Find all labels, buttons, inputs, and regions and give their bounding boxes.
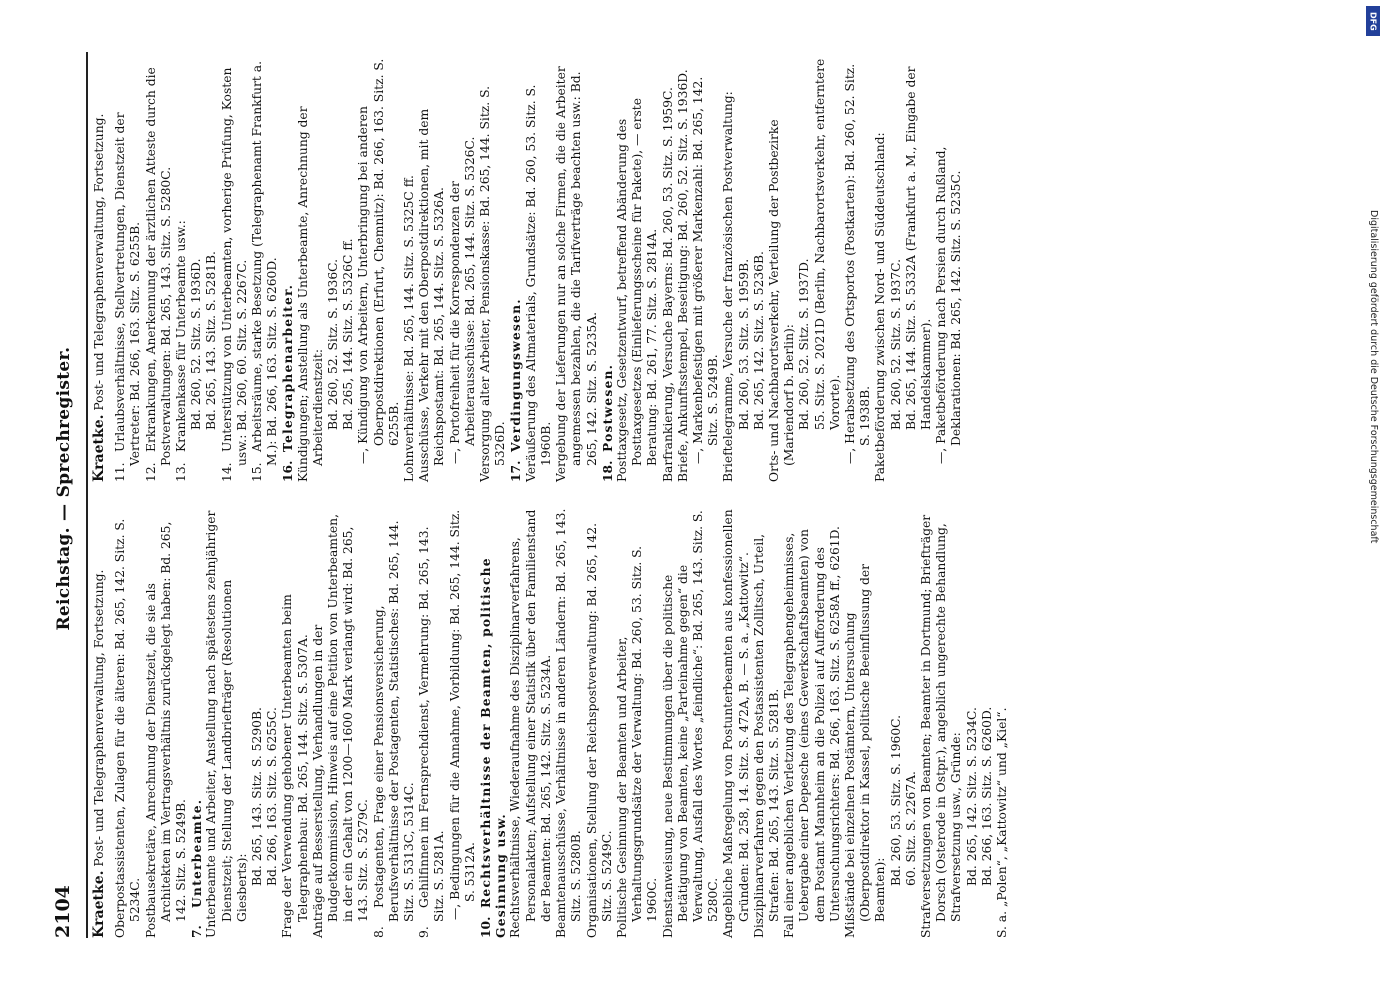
entry-text: S. a. „Polen“, „Kattowitz“ und „Kiel“. <box>994 707 1009 938</box>
page-header <box>52 52 88 938</box>
sub-entry <box>448 52 478 482</box>
index-entry <box>508 508 554 938</box>
sub-entry-text: —, Markenbefestigen mit größerer Markenzahl: Bd. 265, 142. Sitz. S. 5249B. <box>690 76 721 464</box>
entry-text: Gehilfinnen im Fernsprechdienst, Vermehrung: Bd. 265, 143. Sitz. S. 5281A. <box>417 526 447 922</box>
sub-entry-text: —, Portofreiheit für die Korrespondenzen der Arbeiterausschüsse: Bd. 265, 144. Sitz. S. 5326C. <box>447 136 477 464</box>
reference-line <box>265 508 280 938</box>
entry-text: Oberpostassistenten, Zulagen für die älteren: Bd. 265, 142. Sitz. S. 5234C. <box>113 518 143 938</box>
index-entry <box>615 52 661 482</box>
entry-text: Organisationen, Stellung der Reichspostverwaltung: Bd. 265, 142. Sitz. S. 5249C. <box>584 522 614 938</box>
entry-text: Urlaubsverhältnisse, Stellvertretungen, Dienstzeit der Vertreter: Bd. 266, 163. Sitz. S. 6255B. <box>113 112 143 466</box>
reference-line <box>737 52 752 482</box>
reference-text: Bd. 265, 143. Sitz. S. 5290B. <box>250 707 265 886</box>
entry-text: Veräußerung des Altmaterials, Grundsätze: Bd. 260, 53. Sitz. S. 1960B. <box>523 84 553 482</box>
index-entry <box>615 508 661 938</box>
text-columns <box>92 52 1335 938</box>
index-entry <box>995 508 1010 938</box>
reference-text: Bd. 266, 163. Sitz. S. 6260D. <box>979 706 994 886</box>
sub-entry-text: —, Kündigung von Arbeitern, Unterbringung bei anderen Oberpostdirektionen (Erfurt, Chemnitz): Bd. 266, 163. Sitz. S. 6255B. <box>356 58 401 464</box>
index-entry <box>843 508 889 938</box>
section-label: Telegraphenarbeiter. <box>280 283 296 452</box>
reference-line <box>797 52 812 482</box>
entry-text: Lohnverhältnisse: Bd. 265, 144. Sitz. S. 5325C ff. <box>402 175 417 482</box>
left-column <box>92 508 1335 938</box>
numbered-entry <box>174 52 189 482</box>
sub-entry-text: —, Herabsetzung des Ortsportos (Postkarten): Bd. 260, 52. Sitz. S. 1938B. <box>842 63 873 464</box>
reference-line <box>965 508 980 938</box>
dfg-logo-icon: DFG <box>1366 6 1380 36</box>
reference-text: 60. Sitz. S. 2267A. <box>903 771 918 886</box>
sub-entry <box>448 508 478 938</box>
index-entry <box>204 508 250 938</box>
reference-line <box>889 52 904 482</box>
reference-line <box>204 52 219 482</box>
sub-entry <box>356 52 402 482</box>
index-entry <box>721 52 736 482</box>
entry-number: 10. <box>478 916 494 938</box>
reference-text: Bd. 260, 52. Sitz. S. 1937D. <box>797 258 812 430</box>
entry-text: Ausschüsse, Verkehr mit den Oberpostdirektionen, mit dem Reichspostamt: Bd. 265, 144. Sitz. S. 5326A. <box>417 108 447 482</box>
numbered-entry <box>113 52 143 482</box>
index-entry <box>554 52 600 482</box>
reference-line <box>889 508 904 938</box>
index-entry <box>280 508 310 938</box>
index-entry <box>524 52 554 482</box>
section-heading <box>508 52 523 482</box>
speaker-name: Kraetke. <box>91 414 107 482</box>
index-entry <box>873 52 888 482</box>
entry-number: 16. <box>280 460 296 482</box>
reference-text: Bd. 260, 53. Sitz. S. 1960C. <box>888 714 903 886</box>
index-entry <box>676 52 691 482</box>
right-column <box>92 52 1335 482</box>
entry-text: Kündigungen; Anstellung als Unterbeamte, Anrechnung der Arbeiterdienstzeit: <box>295 106 325 482</box>
index-entry <box>113 508 143 938</box>
reference-line <box>752 52 767 482</box>
entry-text: Arbeitsräume, starke Besetzung (Telegraphenamt Frankfurt a. M.): Bd. 266, 163. Sitz. S. 6260D. <box>250 60 280 466</box>
column-topic: Post- und Telegraphenverwaltung, Fortsetzung. <box>92 113 106 411</box>
index-entry <box>478 52 508 482</box>
entry-text: Vergebung der Lieferungen nur an solche Firmen, die die Arbeiter angemessen bezahlen, die die Tarifverträge beachten usw.: Bd. 265, 142. Sitz. S. 5235A. <box>554 66 599 482</box>
entry-number: 13. <box>174 462 189 482</box>
entry-number: 9. <box>417 926 432 938</box>
index-entry <box>402 52 417 482</box>
entry-number: 15. <box>250 462 265 482</box>
reference-line <box>904 508 919 938</box>
index-entry <box>661 52 676 482</box>
entry-text: Postagenten, Frage einer Pensionsversicherung, Berufsverhältnisse der Postagenten, Statistisches: Bd. 265, 144. Sitz. S. 5313C, 5314C. <box>371 520 417 922</box>
section-label: Verdingungswesen. <box>508 298 524 452</box>
column-lead <box>92 508 107 938</box>
entry-text: Versorgung alter Arbeiter, Pensionskasse: Bd. 265, 144. Sitz. S. 5326D. <box>478 86 508 482</box>
index-entry <box>585 508 615 938</box>
numbered-entry <box>372 508 418 938</box>
numbered-entry <box>144 52 174 482</box>
sub-entry <box>934 52 964 482</box>
entry-text: Disziplinarverfahren gegen den Postassistenten Zollitsch, Urteil, Strafen: Bd. 265, 143. Sitz. S. 5281B. <box>751 533 781 938</box>
reference-text: Bd. 265, 143. Sitz. S. 5281B. <box>204 251 219 430</box>
page-number: 2104 <box>52 885 74 938</box>
entry-text: Beamtenausschüsse, Verhältnisse in anderen Ländern: Bd. 265, 143. Sitz. S. 5280B. <box>554 508 584 938</box>
reference-line <box>341 52 356 482</box>
entry-text: Orts- und Nachbarortsverkehr, Verteilung der Postbezirke (Mariendorf b. Berlin): <box>766 119 797 482</box>
index-entry <box>417 52 447 482</box>
speaker-name: Kraetke. <box>91 870 107 938</box>
entry-text: Mißstände bei einzelnen Postämtern, Untersuchung (Oberpostdirektor in Kassel, politische Beeinflussung der Beamten): <box>842 563 888 938</box>
entry-text: Anträge auf Besserstellung, Verhandlungen in der Budgetkommission, Hinweis auf eine Petition von Unterbeamten, in der ein Gehalt von 1200—1600 Mark verlangt wird: Bd. 265, 143. Sitz. S. 5279C. <box>310 513 371 938</box>
reference-line <box>980 508 995 938</box>
entry-text: Angebliche Maßregelung von Postunterbeamten aus konfessionellen Gründen: Bd. 258, 14. Sitz. S. 472A, B. — S. a. „Kattowitz“. <box>721 509 751 938</box>
entry-number: 8. <box>371 926 386 938</box>
index-entry <box>296 52 326 482</box>
reference-text: Bd. 260, 52. Sitz. S. 1936C. <box>326 258 341 430</box>
entry-number: 7. <box>189 925 205 938</box>
entry-text: Postbausekretäre, Anrechnung der Dienstzeit, die sie als Architekten im Vertragsverhältnis zurückgelegt haben: Bd. 265, 142. Sitz. S. 5249B. <box>143 521 189 938</box>
sub-entry <box>691 52 721 482</box>
reference-line <box>813 52 843 482</box>
section-heading <box>478 508 508 938</box>
entry-text: Dienstanweisung, neue Bestimmungen über die politische Betätigung von Beamten, keine „Parteinahme gegen“ die Verwaltung, Ausfall des Wortes „feindliche“: Bd. 265, 143. Sitz. S. 5280C. <box>660 510 721 938</box>
entry-number: 18. <box>599 460 615 482</box>
section-label: Postwesen. <box>599 363 615 452</box>
section-heading <box>280 52 295 482</box>
digitization-note <box>1367 210 1379 790</box>
reference-line <box>189 52 204 482</box>
entry-text: Krankenkasse für Unterbeamte usw.: <box>174 220 189 452</box>
index-entry <box>752 508 782 938</box>
index-entry <box>144 508 190 938</box>
section-heading <box>189 508 204 938</box>
column-lead <box>92 52 107 482</box>
entry-text: Unterstützung von Unterbeamten, vorherige Prüfung, Kosten usw.: Bd. 260, 60. Sitz. S. 2267C. <box>219 67 249 466</box>
reference-text: Bd. 265, 142. Sitz. S. 5236B. <box>751 251 766 430</box>
column-topic: Post- und Telegraphenverwaltung, Fortsetzung. <box>92 569 106 867</box>
entry-number: 17. <box>508 460 524 482</box>
entry-text: Strafversetzungen von Beamten; Beamter in Dortmund; Briefträger Dorsch (Osterode in Ostpr.), angeblich ungerechte Behandlung, Strafversetzung usw., Gründe: <box>918 514 964 938</box>
index-entry <box>311 508 372 938</box>
entry-text: Brieftelegramme, Versuche der französischen Postverwaltung: <box>721 91 736 482</box>
reference-text: Bd. 265, 144. Sitz. S. 5326C ff. <box>341 238 356 430</box>
index-entry <box>661 508 722 938</box>
sub-entry <box>843 52 873 482</box>
section-label: Rechtsverhältnisse der Beamten, politische Gesinnung usw. <box>478 557 509 938</box>
entry-number: 12. <box>143 462 158 482</box>
reference-text: Bd. 260, 52. Sitz. S. 1937C. <box>888 258 903 430</box>
entry-text: Erkrankungen, Anerkennung der ärztlichen Atteste durch die Postverwaltungen: Bd. 265, 143. Sitz. S. 5280C. <box>143 67 173 466</box>
reference-line <box>904 52 934 482</box>
reference-text: 55. Sitz. S. 2021D (Berlin, Nachbarortsverkehr, entferntere Vororte). <box>812 58 842 430</box>
entry-text: Unterbeamte und Arbeiter, Anstellung nach spätestens zehnjähriger Dienstzeit; Stellung der Landbriefträger (Resolutionen Giesberts): <box>204 510 249 938</box>
section-label: Unterbeamte. <box>189 798 205 908</box>
entry-number: 14. <box>219 462 234 482</box>
reference-text: Bd. 265, 144. Sitz. S. 5332A (Frankfurt a. M., Eingabe der Handelskammer). <box>903 66 933 430</box>
reference-text: Bd. 266, 163. Sitz. S. 6255C. <box>265 707 280 886</box>
index-entry <box>782 508 843 938</box>
entry-text: Paketbeförderung zwischen Nord- und Süddeutschland: <box>873 132 888 482</box>
reference-text: Bd. 265, 142. Sitz. S. 5234C. <box>964 707 979 886</box>
entry-text: Posttaxgesetz, Gesetzentwurf, betreffend Abänderung des Posttaxgesetzes (Einlieferungsscheine für Pakete), — erste Beratung: Bd. 261, 77. Sitz. S. 2814A. <box>614 98 660 482</box>
section-heading <box>600 52 615 482</box>
entry-text: Barfrankierung, Versuche Bayerns: Bd. 260, 53. Sitz. S. 1959C. <box>660 87 675 482</box>
numbered-entry <box>417 508 447 938</box>
reference-text: Bd. 260, 52. Sitz. S. 1936D. <box>189 258 204 430</box>
sub-entry-text: —, Paketbeförderung nach Persien durch Rußland, Deklarationen: Bd. 265, 142. Sitz. S. 5235C. <box>934 146 964 464</box>
sub-entry-text: —, Bedingungen für die Annahme, Vorbildung: Bd. 265, 144. Sitz. S. 5312A. <box>447 509 477 920</box>
numbered-entry <box>250 52 280 482</box>
entry-text: Fall einer angeblichen Verletzung des Telegraphengeheimnisses, Uebergabe einer Depesche (eines Gewerkschaftsbeamten) von dem Postamt Mannheim an die Polizei auf Aufforderung des Untersuchungsrichters: Bd. 266, 163. Sitz. S. 6258A ff., 6261D. <box>782 526 842 938</box>
index-entry <box>919 508 965 938</box>
reference-line <box>326 52 341 482</box>
reference-text: Bd. 260, 53. Sitz. S. 1959B. <box>736 258 751 430</box>
reference-line <box>250 508 265 938</box>
entry-text: Frage der Verwendung gehobener Unterbeamten beim Telegraphenbau: Bd. 265, 144. Sitz. S. 5307A. <box>280 594 310 938</box>
numbered-entry <box>220 52 250 482</box>
index-entry <box>721 508 751 938</box>
index-entry <box>767 52 797 482</box>
entry-text: Briefe, Ankunftsstempel, Beseitigung: Bd. 260, 52. Sitz. S. 1936D. <box>675 69 690 482</box>
digitization-note-text: Digitalisierung gefördert durch die Deutsche Forschungsgemeinschaft <box>1368 210 1379 544</box>
entry-number: 11. <box>113 462 128 482</box>
entry-text: Rechtsverhältnisse, Wiederaufnahme des Disziplinarverfahrens, Personalakten; Aufstellung einer Statistik über den Familienstand der Beamten: Bd. 265, 142. Sitz. S. 5234A. <box>508 509 553 938</box>
page-title: Reichstag. — Sprechregister. <box>54 346 74 631</box>
index-entry <box>554 508 584 938</box>
entry-text: Politische Gesinnung der Beamten und Arbeiter, Verhaltungsgrundsätze der Verwaltung: Bd. 260, 53. Sitz. S. 1960C. <box>614 545 660 938</box>
